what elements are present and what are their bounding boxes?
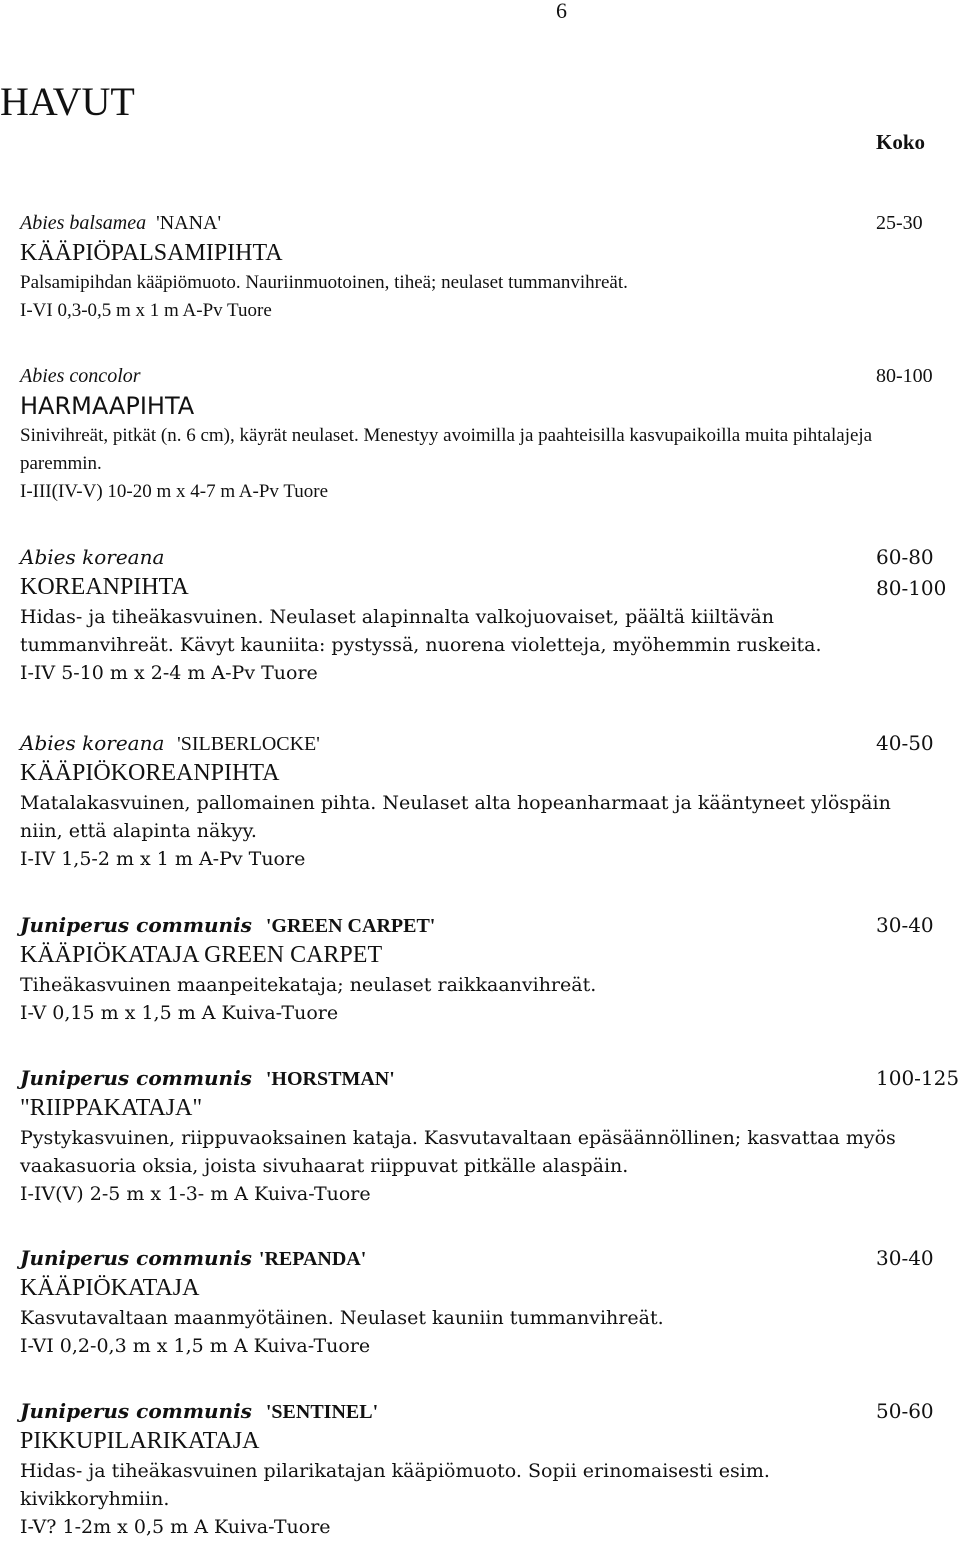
latin-name [20, 361, 960, 391]
plant-size-alt: 80-100 [876, 576, 947, 600]
cultivar-name: 'SENTINEL' [265, 1401, 379, 1423]
genus-name: Juniperus communis [20, 1246, 252, 1270]
plant-entry [20, 208, 960, 325]
genus-name: Abies koreana [20, 545, 165, 569]
genus-name: Juniperus communis [20, 1066, 252, 1090]
common-name: KOREANPIHTA [20, 574, 189, 600]
plant-description: Hidas- ja tiheäkasvuinen. Neulaset alapinnalta valkojuovaiset, päältä kiiltävän tummanvihreät. Kävyt kauniita: pystyssä, nuorena violetteja, myöhemmin ruskeita. [20, 606, 822, 656]
page-number: 6 [556, 0, 567, 23]
common-name: KÄÄPIÖPALSAMIPIHTA [20, 240, 283, 266]
plant-size: 100-125 [876, 1066, 960, 1090]
cultivar-name: 'GREEN CARPET' [265, 915, 436, 937]
zone-info: I-IV(V) 2-5 m x 1-3- m A Kuiva-Tuore [20, 1183, 371, 1205]
common-name: KÄÄPIÖKOREANPIHTA [20, 760, 280, 786]
latin-name [20, 1243, 960, 1273]
latin-name [20, 910, 960, 940]
plant-entry [20, 542, 960, 687]
plant-size: 40-50 [876, 731, 934, 755]
zone-info: I-IV 5-10 m x 2-4 m A-Pv Tuore [20, 662, 318, 684]
latin-name [20, 1063, 960, 1093]
plant-entry [20, 361, 960, 506]
plant-size: 80-100 [876, 365, 933, 387]
plant-size: 60-80 [876, 545, 934, 569]
genus-name: Abies concolor [20, 365, 141, 387]
common-name: PIKKUPILARIKATAJA [20, 1428, 260, 1454]
zone-info: I-III(IV-V) 10-20 m x 4-7 m A-Pv Tuore [20, 481, 329, 502]
plant-description: Palsamipihdan kääpiömuoto. Nauriinmuotoinen, tiheä; neulaset tummanvihreät. [20, 272, 628, 293]
genus-name: Abies balsamea [20, 212, 147, 234]
size-column-header: Koko [876, 130, 926, 154]
cultivar-name: 'REPANDA' [258, 1248, 367, 1270]
latin-name [20, 542, 960, 572]
genus-name: Juniperus communis [20, 913, 252, 937]
latin-name [20, 1396, 960, 1426]
zone-info: I-V 0,15 m x 1,5 m A Kuiva-Tuore [20, 1002, 339, 1024]
plant-description: Matalakasvuinen, pallomainen pihta. Neulaset alta hopeanharmaat ja kääntyneet ylöspäin niin, että alapinta näkyy. [20, 792, 891, 842]
zone-info: I-VI 0,2-0,3 m x 1,5 m A Kuiva-Tuore [20, 1335, 371, 1357]
cultivar-name: 'NANA' [156, 212, 222, 234]
zone-info: I-IV 1,5-2 m x 1 m A-Pv Tuore [20, 848, 306, 870]
plant-description: Pystykasvuinen, riippuvaoksainen kataja. Kasvutavaltaan epäsäännöllinen; kasvattaa myös vaakasuoria oksia, joista sivuhaarat riippuvat pitkälle alaspäin. [20, 1127, 896, 1177]
cultivar-name: 'SILBERLOCKE' [177, 733, 320, 755]
latin-name [20, 208, 960, 238]
plant-entry [20, 1243, 960, 1360]
plant-entry [20, 1396, 960, 1541]
plant-size: 50-60 [876, 1399, 934, 1423]
plant-entry [20, 728, 960, 873]
common-name: KÄÄPIÖKATAJA GREEN CARPET [20, 942, 383, 968]
plant-description: Sinivihreät, pitkät (n. 6 cm), käyrät neulaset. Menestyy avoimilla ja paahteisilla kasvupaikoilla muita pihtalajeja paremmin. [20, 425, 873, 474]
cultivar-name: 'HORSTMAN' [265, 1068, 395, 1090]
plant-entry [20, 910, 960, 1027]
plant-size: 25-30 [876, 212, 923, 234]
plant-description: Tiheäkasvuinen maanpeitekataja; neulaset raikkaanvihreät. [20, 974, 597, 996]
genus-name: Juniperus communis [20, 1399, 252, 1423]
plant-description: Kasvutavaltaan maanmyötäinen. Neulaset kauniin tummanvihreät. [20, 1307, 664, 1329]
latin-name [20, 728, 960, 758]
genus-name: Abies koreana [20, 731, 165, 755]
zone-info: I-V? 1-2m x 0,5 m A Kuiva-Tuore [20, 1516, 331, 1538]
plant-size: 30-40 [876, 913, 934, 937]
plant-entry [20, 1063, 960, 1208]
common-name: HARMAAPIHTA [20, 392, 195, 420]
plant-description: Hidas- ja tiheäkasvuinen pilarikatajan kääpiömuoto. Sopii erinomaisesti esim. kivikkoryhmiin. [20, 1460, 770, 1510]
plant-size: 30-40 [876, 1246, 934, 1270]
page-title: HAVUT [0, 79, 135, 124]
common-name: "RIIPPAKATAJA" [20, 1095, 203, 1121]
zone-info: I-VI 0,3-0,5 m x 1 m A-Pv Tuore [20, 300, 272, 321]
common-name: KÄÄPIÖKATAJA [20, 1275, 200, 1301]
